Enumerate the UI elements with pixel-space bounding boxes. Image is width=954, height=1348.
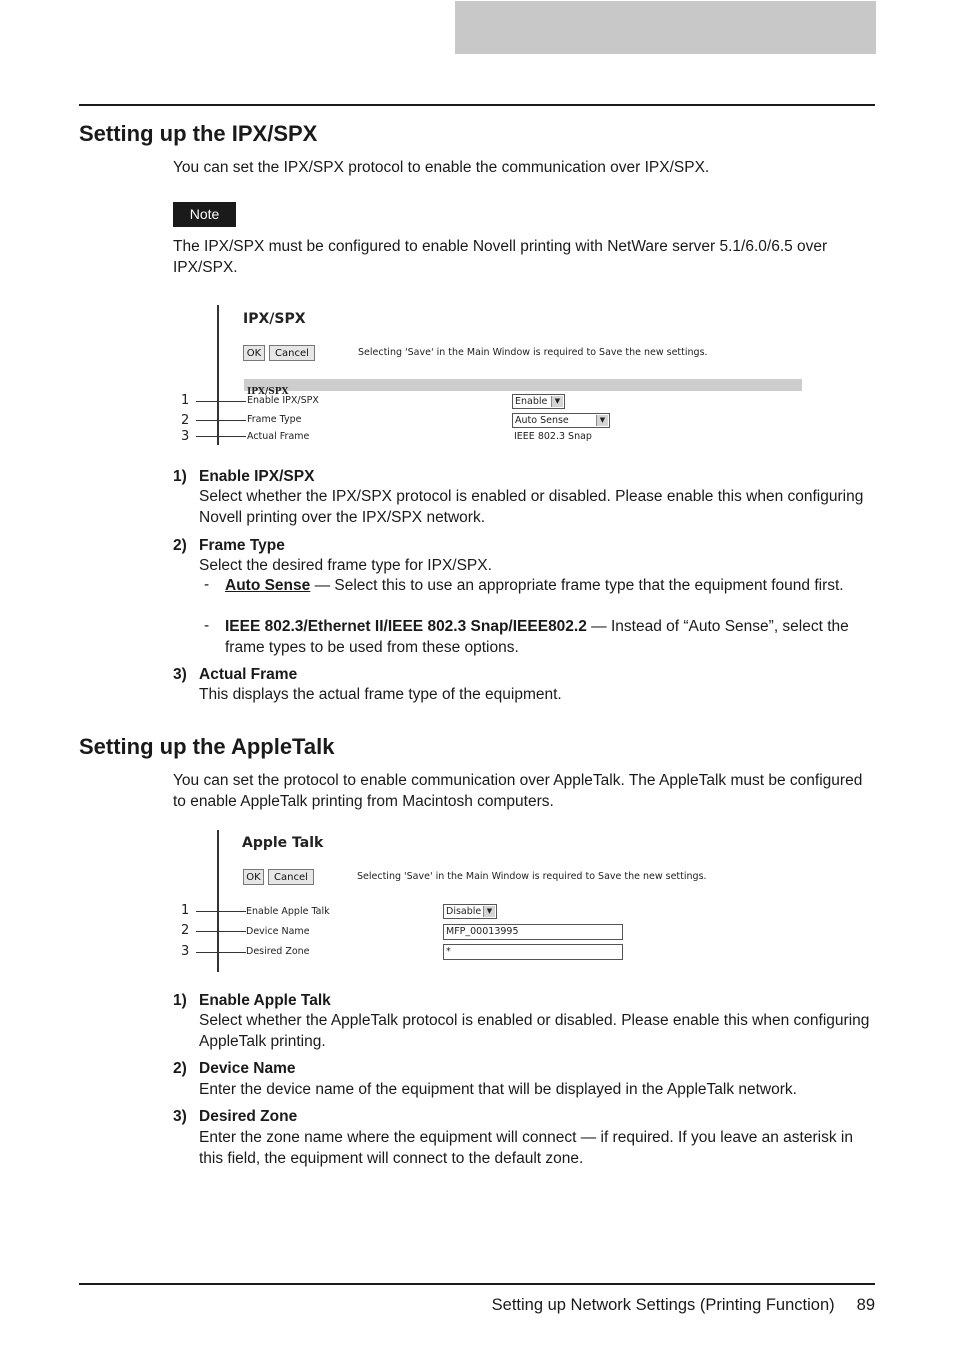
- option-text: [225, 576, 875, 597]
- note-badge: Note: [173, 202, 236, 227]
- enable-ipx-select[interactable]: [512, 394, 565, 409]
- ipx-item-3-heading: [0, 665, 954, 685]
- ipx-cancel-button[interactable]: Cancel: [269, 345, 315, 361]
- appletalk-item-3-body: Enter the zone name where the equipment will connect — if required. If you leave an asterisk in this field, the equipment will connect to the default zone.: [199, 1129, 853, 1167]
- option-text: [225, 617, 875, 658]
- callout-number: 1: [181, 903, 190, 918]
- page-footer: [492, 1296, 875, 1315]
- appletalk-panel-title: Apple Talk: [242, 835, 324, 851]
- field-label-device-name: Device Name: [246, 926, 310, 937]
- item-label: Actual Frame: [199, 666, 298, 683]
- actual-frame-value: IEEE 802.3 Snap: [514, 431, 592, 442]
- callout-number: 3: [181, 429, 190, 444]
- screenshot-border-line: [217, 830, 219, 972]
- callout-number: 1: [181, 393, 190, 408]
- appletalk-item-1-heading: [0, 991, 954, 1011]
- ipx-strip-label: IPX/SPX: [247, 387, 289, 397]
- appletalk-intro: You can set the protocol to enable communication over AppleTalk. The AppleTalk must be configured to enable AppleTalk printing from Macintosh computers.: [173, 772, 863, 810]
- ipx-screenshot: [170, 300, 810, 450]
- appletalk-ok-button[interactable]: OK: [243, 869, 264, 885]
- frame-type-value: Auto Sense: [515, 415, 569, 426]
- ipx-intro: You can set the IPX/SPX protocol to enable the communication over IPX/SPX.: [173, 159, 710, 176]
- callout-number: 3: [181, 944, 190, 959]
- item-label: Desired Zone: [199, 1108, 298, 1125]
- chevron-down-icon: ▼: [483, 906, 495, 917]
- screenshot-border-line: [217, 305, 219, 445]
- item-label: Enable IPX/SPX: [199, 468, 315, 485]
- item-number: 1): [173, 468, 187, 485]
- callout-line: [196, 420, 246, 421]
- item-number: 2): [173, 537, 187, 554]
- frame-type-select[interactable]: [512, 413, 610, 428]
- item-number: 3): [173, 1108, 187, 1125]
- ipx-item-2-heading: [0, 536, 954, 556]
- field-label-enable-ipx: Enable IPX/SPX: [247, 395, 319, 406]
- appletalk-item-2-heading: [0, 1059, 954, 1079]
- item-number: 3): [173, 666, 187, 683]
- ipx-section-strip: [244, 379, 802, 397]
- callout-number: 2: [181, 923, 190, 938]
- top-rule: [79, 104, 875, 106]
- chevron-down-icon: ▼: [551, 396, 563, 407]
- appletalk-item-3-heading: [0, 1107, 954, 1127]
- appletalk-screenshot: [170, 825, 810, 975]
- note-text: The IPX/SPX must be configured to enable Novell printing with NetWare server 5.1/6.0/6.5 over IPX/SPX.: [173, 238, 828, 276]
- callout-line: [196, 436, 246, 437]
- field-label-actual-frame: Actual Frame: [247, 431, 310, 442]
- field-label-frame-type: Frame Type: [247, 414, 302, 425]
- enable-appletalk-select[interactable]: [443, 904, 497, 919]
- page-number: 89: [856, 1296, 875, 1314]
- footer-rule: [79, 1283, 875, 1285]
- enable-appletalk-value: Disable: [446, 906, 482, 917]
- auto-sense-term: Auto Sense: [225, 577, 311, 594]
- desired-zone-field[interactable]: *: [443, 944, 623, 960]
- device-name-field[interactable]: MFP_00013995: [443, 924, 623, 940]
- list-dash: -: [204, 576, 210, 593]
- item-number: 1): [173, 992, 187, 1009]
- appletalk-save-note: Selecting 'Save' in the Main Window is required to Save the new settings.: [357, 871, 707, 882]
- header-bar: [455, 1, 876, 54]
- ipx-item-3-body: This displays the actual frame type of the equipment.: [199, 686, 562, 703]
- callout-line: [196, 911, 246, 912]
- callout-line: [196, 931, 246, 932]
- item-label: Device Name: [199, 1060, 296, 1077]
- ieee-term: IEEE 802.3/Ethernet II/IEEE 802.3 Snap/IEEE802.2: [225, 618, 587, 635]
- enable-ipx-value: Enable: [515, 396, 548, 407]
- option-description: — Instead of “Auto Sense”, select the frame types to be used from these options.: [225, 618, 849, 656]
- appletalk-cancel-button[interactable]: Cancel: [268, 869, 314, 885]
- option-description: — Select this to use an appropriate frame type that the equipment found first.: [310, 577, 844, 594]
- callout-number: 2: [181, 413, 190, 428]
- field-label-desired-zone: Desired Zone: [246, 946, 310, 957]
- item-number: 2): [173, 1060, 187, 1077]
- field-label-enable-appletalk: Enable Apple Talk: [246, 906, 330, 917]
- callout-line: [196, 952, 246, 953]
- appletalk-item-2-body: Enter the device name of the equipment that will be displayed in the AppleTalk network.: [199, 1081, 797, 1098]
- list-dash: -: [204, 617, 210, 634]
- item-label: Frame Type: [199, 537, 285, 554]
- ipx-item-1-heading: [0, 467, 954, 487]
- ipx-item-1-body: Select whether the IPX/SPX protocol is enabled or disabled. Please enable this when configuring Novell printing over the IPX/SPX network.: [199, 488, 864, 526]
- frame-option-ieee: [0, 617, 954, 659]
- ipx-item-2-body: Select the desired frame type for IPX/SPX.: [199, 557, 492, 574]
- frame-option-auto-sense: [0, 576, 954, 618]
- footer-title: Setting up Network Settings (Printing Function): [491, 1296, 835, 1314]
- ipx-save-note: Selecting 'Save' in the Main Window is required to Save the new settings.: [358, 347, 708, 358]
- appletalk-item-1-body: Select whether the AppleTalk protocol is enabled or disabled. Please enable this when configuring AppleTalk printing.: [199, 1012, 870, 1050]
- ipx-ok-button[interactable]: OK: [243, 345, 265, 361]
- section-title-ipx: Setting up the IPX/SPX: [79, 121, 318, 146]
- callout-line: [196, 401, 246, 402]
- chevron-down-icon: ▼: [596, 415, 608, 426]
- item-label: Enable Apple Talk: [199, 992, 331, 1009]
- ipx-panel-title: IPX/SPX: [243, 311, 306, 327]
- section-title-appletalk: Setting up the AppleTalk: [79, 734, 335, 759]
